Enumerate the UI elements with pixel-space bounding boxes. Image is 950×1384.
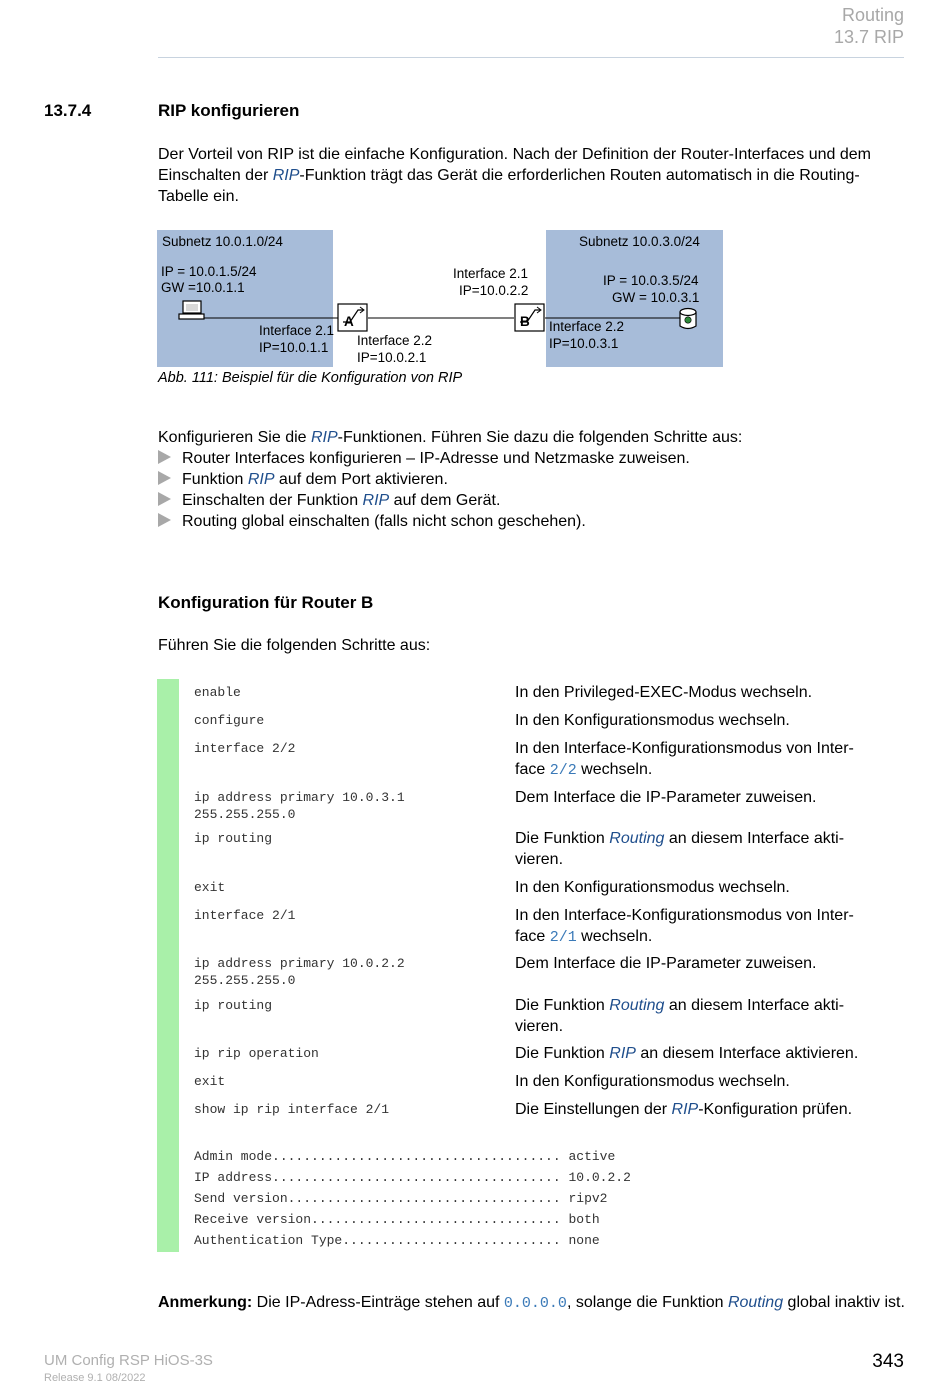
command-description: Die Funktion RIP an diesem Interface aktivieren.	[515, 1045, 859, 1062]
pc-gateway: GW =10.0.1.1	[161, 280, 245, 295]
command-line: exit	[194, 880, 226, 895]
note-paragraph: Anmerkung: Die IP-Adress-Einträge stehen auf 0.0.0.0, solange die Funktion Routing global inaktiv ist.	[158, 1294, 905, 1312]
output-line: Admin mode..................................... active	[194, 1149, 616, 1164]
bullet-triangle-icon	[158, 492, 171, 506]
router-a-if2-name: Interface 2.2	[357, 333, 433, 348]
command-description: In den Konfigurationsmodus wechseln.	[515, 879, 790, 896]
command-description: Die Einstellungen der RIP-Konfiguration prüfen.	[515, 1101, 853, 1118]
command-line: ip routing	[194, 831, 273, 846]
command-line: ip address primary 10.0.3.1 255.255.255.0	[194, 790, 405, 822]
router-b-if1-name: Interface 2.1	[453, 266, 529, 281]
command-line: interface 2/2	[194, 741, 296, 756]
server-ip: IP = 10.0.3.5/24	[603, 273, 699, 288]
footer-release: Release 9.1 08/2022	[44, 1372, 146, 1384]
pc-icon	[179, 301, 204, 319]
step-item: Funktion RIP auf dem Port aktivieren.	[158, 469, 448, 490]
command-line: ip address primary 10.0.2.2 255.255.255.0	[194, 956, 405, 988]
router-b-lead: Führen Sie die folgenden Schritte aus:	[158, 637, 431, 654]
step-item: Router Interfaces konfigurieren – IP-Adresse und Netzmaske zuweisen.	[158, 448, 690, 469]
subnet-right-title: Subnetz 10.0.3.0/24	[579, 234, 700, 249]
command-description: Die Funktion Routing an diesem Interface akti- vieren.	[515, 830, 845, 868]
command-line: exit	[194, 1074, 226, 1089]
header-chapter: Routing	[841, 5, 904, 25]
code-block-marker	[157, 679, 179, 1252]
subnet-left-title: Subnetz 10.0.1.0/24	[162, 234, 283, 249]
router-a-if2-ip: IP=10.0.2.1	[357, 350, 427, 365]
bullet-triangle-icon	[158, 450, 171, 464]
output-line: Receive version................................ both	[194, 1212, 600, 1227]
footer-document: UM Config RSP HiOS-3S	[44, 1352, 213, 1369]
router-b-if2-name: Interface 2.2	[549, 319, 625, 334]
steps-intro: Konfigurieren Sie die RIP-Funktionen. Führen Sie dazu die folgenden Schritte aus:	[158, 429, 743, 446]
command-description: Dem Interface die IP-Parameter zuweisen.	[515, 789, 817, 806]
step-item: Routing global einschalten (falls nicht schon geschehen).	[158, 511, 586, 532]
router-a-label: A	[344, 314, 354, 329]
command-description: In den Interface-Konfigurationsmodus von Inter- face 2/1 wechseln.	[515, 907, 854, 946]
bullet-triangle-icon	[158, 471, 171, 485]
router-b-heading: Konfiguration für Router B	[158, 593, 374, 612]
command-description: In den Privileged-EXEC-Modus wechseln.	[515, 684, 813, 701]
server-gateway: GW = 10.0.3.1	[612, 290, 700, 305]
command-line: ip rip operation	[194, 1046, 319, 1061]
command-line: interface 2/1	[194, 908, 296, 923]
bullet-triangle-icon	[158, 513, 171, 527]
command-description: Die Funktion Routing an diesem Interface akti- vieren.	[515, 997, 845, 1035]
figure-caption: Abb. 111: Beispiel für die Konfiguration von RIP	[158, 370, 463, 386]
step-item: Einschalten der Funktion RIP auf dem Gerät.	[158, 490, 500, 511]
server-icon	[680, 309, 696, 329]
router-b-if2-ip: IP=10.0.3.1	[549, 336, 619, 351]
command-line: configure	[194, 713, 265, 728]
output-line: Send version................................... ripv2	[194, 1191, 608, 1206]
network-diagram-lines	[0, 0, 950, 400]
output-line: IP address..................................... 10.0.2.2	[194, 1170, 631, 1185]
command-line: enable	[194, 685, 241, 700]
command-line: show ip rip interface 2/1	[194, 1102, 390, 1117]
router-a-if1-ip: IP=10.0.1.1	[259, 340, 329, 355]
command-description: In den Konfigurationsmodus wechseln.	[515, 712, 790, 729]
section-number: 13.7.4	[44, 101, 92, 120]
pc-ip: IP = 10.0.1.5/24	[161, 264, 257, 279]
router-b-label: B	[520, 314, 530, 329]
page-number: 343	[872, 1351, 904, 1372]
command-line: ip routing	[194, 998, 273, 1013]
router-a-if1-name: Interface 2.1	[259, 323, 335, 338]
command-description: In den Interface-Konfigurationsmodus von Inter- face 2/2 wechseln.	[515, 740, 854, 779]
header-section: 13.7 RIP	[833, 27, 904, 47]
intro-paragraph: Der Vorteil von RIP ist die einfache Konfiguration. Nach der Definition der Router-Interfaces und dem Einschalten der RIP-Funktion trägt das Gerät die erforderlichen Routen automatisch in die Routing-Tabelle ein.	[158, 146, 871, 205]
command-description: In den Konfigurationsmodus wechseln.	[515, 1073, 790, 1090]
section-title: RIP konfigurieren	[158, 101, 300, 120]
router-b-if1-ip: IP=10.0.2.2	[459, 283, 529, 298]
command-description: Dem Interface die IP-Parameter zuweisen.	[515, 955, 817, 972]
output-line: Authentication Type............................ none	[194, 1233, 600, 1248]
